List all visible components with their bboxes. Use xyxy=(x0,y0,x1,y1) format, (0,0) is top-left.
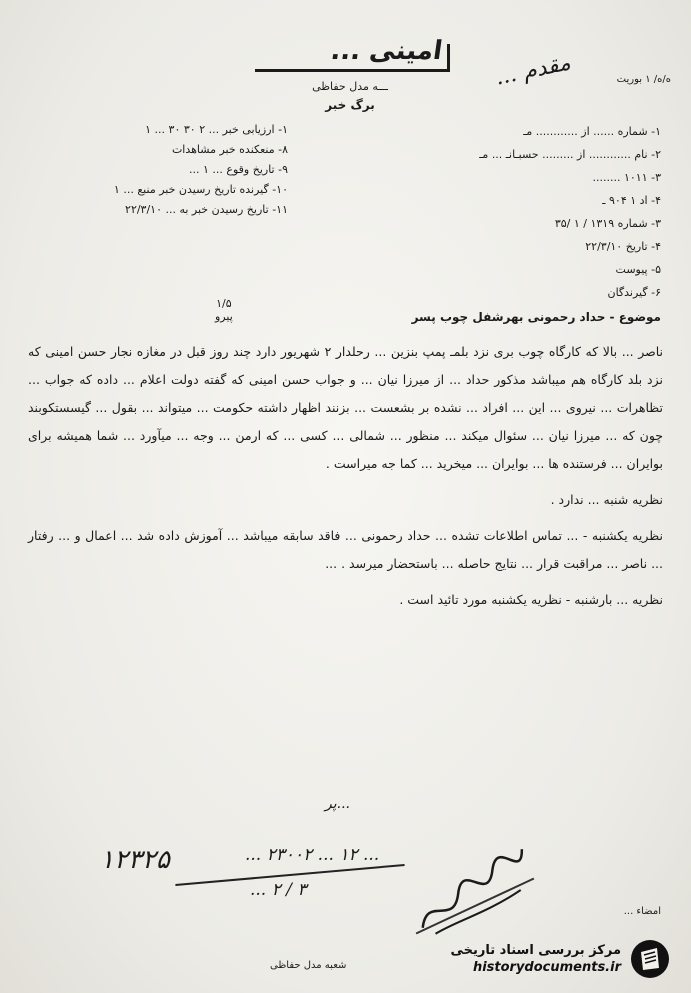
watermark-url: historydocuments.ir xyxy=(472,960,621,975)
signed-label: امضاء ... xyxy=(623,906,661,917)
form-title: برگ خبر xyxy=(325,98,375,112)
fields-left-column xyxy=(18,120,288,220)
fields-right-column xyxy=(401,120,661,304)
handwritten-reference: ... ۱۲ ... ۲۳۰۰۲ ... xyxy=(245,845,380,865)
report-body xyxy=(28,338,663,614)
classification-mark xyxy=(447,44,450,70)
watermark-title: مرکز بررسی اسناد تاریخی xyxy=(450,943,621,958)
classification-label: امینی ... xyxy=(328,36,445,66)
field-row: ۸- منعکنده خبر مشاهدات xyxy=(171,143,288,156)
field-row: ۱- شماره ...... از ............ مـ xyxy=(523,125,661,138)
handwritten-subnote: ۳ / ۲ ... xyxy=(250,880,307,900)
archive-logo-icon xyxy=(629,938,671,980)
handwritten-number: ۱۲۳۲۵ xyxy=(100,845,170,875)
field-row: ۴- تاریخ ۲۲/۳/۱۰ xyxy=(585,240,661,253)
body-paragraph: ناصر ... بالا که کارگاه چوب بری نزد بلمـ پمپ بنزین ... رحلدار ۲ شهریور دارد چند روز قبل در مغازه نجار حسن امینی که نزد بلد کارگاه هم میباشد مذکور حداد ... از میرزا نیان ... و جواب حسن امینی که گفته دولت اعلام ... داده که جواب ... تظاهرات ... نیروی ... این ... افراد ... نشده بر بشعست ... بزنند اظهار داشته حکومت ... میتواند ... بقول ... گیسستکوبند چون که ... میرزا نیان ... سئوال میکند ... منظور ... شمالی ... کسی ... که ارمن ... وجه ... میآورد ... شما همیشه برای بوایران ... فرستنده ها ... بوایران ... میخرید ... کما جه میراست . xyxy=(28,344,663,471)
sequence-stamp xyxy=(215,297,233,323)
field-row: ۵- پیوست xyxy=(615,263,661,276)
field-row: ۴- اد ۱ ۹۰۴ ـ xyxy=(602,194,661,207)
footer-department: شعبه مدل حفاظی xyxy=(270,960,347,971)
field-row: ۳- ۱۰۱۱ ........ xyxy=(592,171,661,184)
comment-paragraph: نظریه شنبه ... ندارد . xyxy=(550,492,663,507)
sequence-label: پیرو xyxy=(215,310,233,323)
comment-paragraph: نظریه یکشنبه - ... تماس اطلاعات تشده ... حداد رحمونی ... فاقد سابقه میباشد ... آموزش داده شد ... اعمال و ... رفتار ... ناصر ... مراقبت قرار ... نتایج حاصله ... باستحضار میرسد . ... xyxy=(28,528,663,571)
field-row: ۹- تاریخ وقوع ... ۱ ... xyxy=(189,163,288,176)
signature xyxy=(401,838,549,954)
field-row: ۱۰- گیرنده تاریخ رسیدن خبر منبع ... ۱ xyxy=(113,183,288,196)
field-row: ۱۱- تاریخ رسیدن خبر به ... ۲۲/۳/۱۰ xyxy=(125,203,288,216)
comment-paragraph: نظریه ... بارشنبه - نظریه یکشنبه مورد تائید است . xyxy=(399,592,663,607)
field-row: ۶- گیرندگان xyxy=(607,286,661,299)
department-name: ـــه مدل حفاظی xyxy=(312,80,388,93)
watermark-text xyxy=(451,942,622,976)
classification-underline xyxy=(255,69,450,72)
classification-stamp xyxy=(255,36,450,74)
subject-line: موضوع - حداد رحمونی بهرشفل چوب پسر xyxy=(411,310,661,324)
field-row: ۳- شماره ۱۳۱۹ / ۱ /۳۵ xyxy=(554,217,661,230)
watermark xyxy=(406,938,671,980)
signature-icon xyxy=(401,838,547,948)
top-right-note: ه/ه/ ۱ بوریت xyxy=(616,74,671,85)
field-row: ۱- ارزیابی خبر ... ۲ ۳۰ ۳۰ ... ۱ xyxy=(145,123,288,136)
handwritten-mark: ...پر xyxy=(325,796,350,812)
field-row: ۲- نام ............ از ......... حسبـانـ ... مـ xyxy=(479,148,661,161)
handwritten-top-note: مقدم ... xyxy=(493,50,573,91)
sequence-number: ۱/۵ xyxy=(216,297,232,310)
